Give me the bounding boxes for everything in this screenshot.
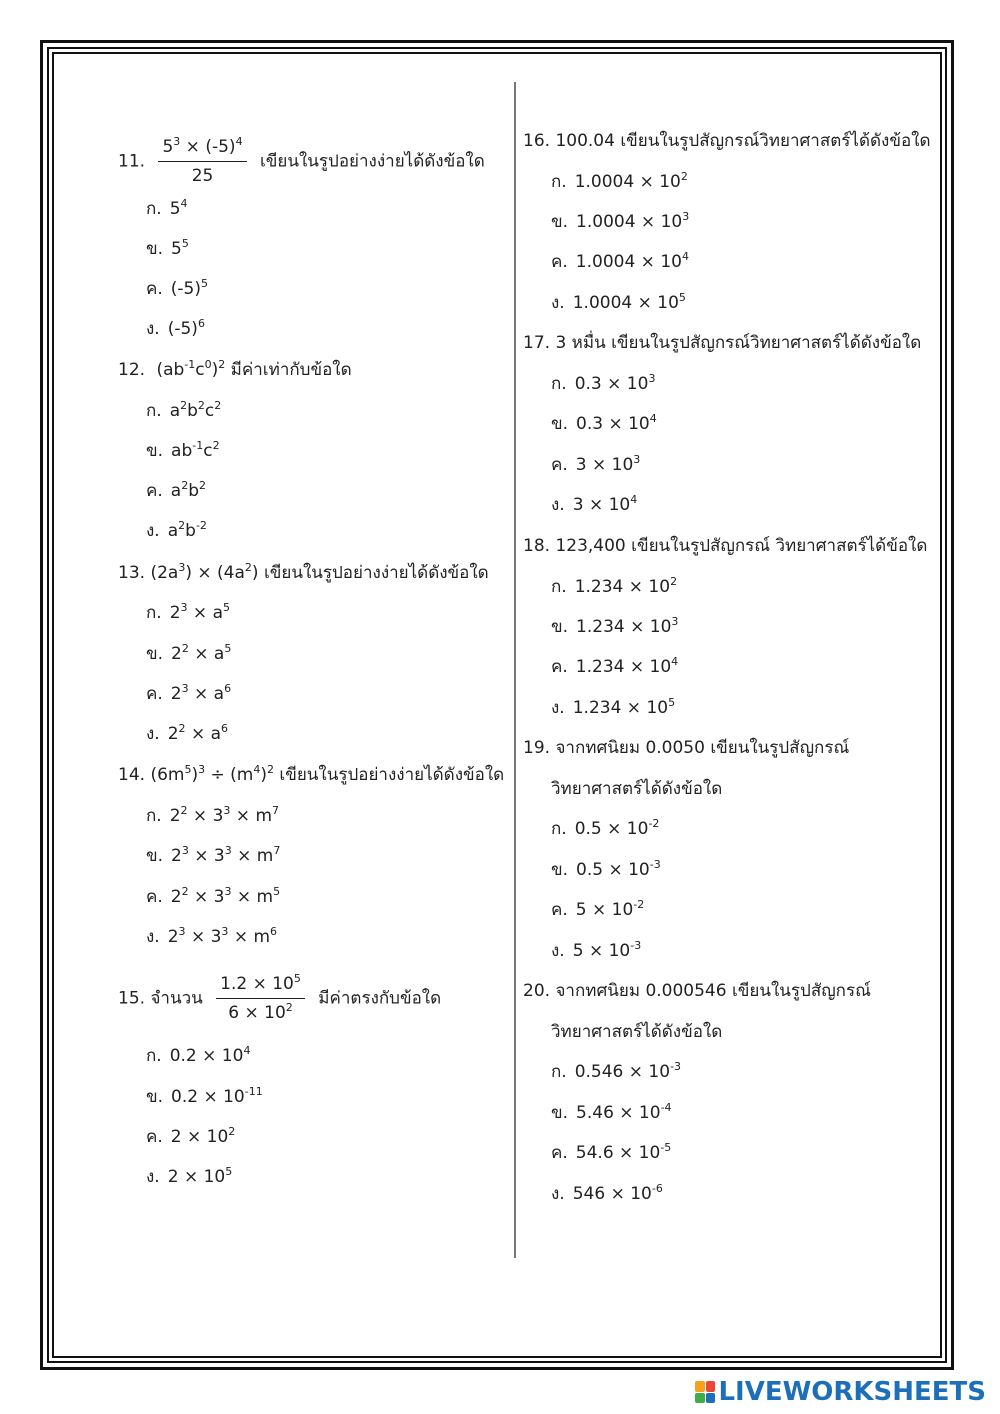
exponent: 3	[178, 561, 186, 574]
exponent: -1	[192, 439, 204, 452]
option-value: 2	[167, 724, 179, 744]
option[interactable]	[146, 1045, 250, 1067]
option[interactable]	[551, 211, 689, 233]
exponent: -2	[633, 898, 645, 911]
option[interactable]	[146, 1086, 263, 1108]
option[interactable]	[146, 683, 231, 705]
option-value: × m	[231, 846, 274, 866]
question-text: 100.04 เขียนในรูปสัญกรณ์วิทยาศาสตร์ได้ดังข้อใด	[555, 131, 931, 151]
option[interactable]	[551, 859, 661, 881]
option-label: ก.	[551, 374, 567, 394]
question-text-continued: วิทยาศาสตร์ได้ดังข้อใด	[551, 1022, 723, 1042]
question-20	[523, 980, 871, 1002]
exponent: -5	[660, 1141, 672, 1154]
exponent: 2	[285, 1001, 293, 1014]
option[interactable]	[146, 926, 277, 948]
option-value: 2 × 10	[167, 1167, 226, 1187]
option-label: ค.	[146, 887, 163, 907]
question-text: 123,400 เขียนในรูปสัญกรณ์ วิทยาศาสตร์ได้ข้อใด	[555, 536, 928, 556]
option-value: 1.0004 × 10	[575, 252, 682, 272]
option-label: ง.	[551, 293, 565, 313]
option[interactable]	[146, 723, 228, 745]
question-12	[118, 359, 352, 381]
option[interactable]	[551, 899, 644, 921]
option[interactable]	[551, 1142, 671, 1164]
exponent: 2	[178, 722, 186, 735]
exponent: 3	[180, 601, 188, 614]
option-label: ข.	[146, 441, 164, 461]
option[interactable]	[146, 1126, 235, 1148]
option-value: × a	[185, 724, 222, 744]
option-value: c	[204, 401, 215, 421]
option-label: ก.	[146, 199, 162, 219]
option[interactable]	[551, 1061, 681, 1083]
question-number: 12.	[118, 360, 146, 380]
question-number: 16.	[523, 131, 551, 151]
expr-part: ) × (4a	[185, 563, 245, 583]
option[interactable]	[146, 845, 280, 867]
option-value: 5 × 10	[575, 900, 634, 920]
option-value: 0.2 × 10	[169, 1046, 244, 1066]
option-value: × a	[187, 603, 224, 623]
exponent: 5	[678, 291, 686, 304]
question-15	[118, 973, 441, 1024]
expr-part: )	[260, 765, 267, 785]
option-value: 5	[169, 199, 181, 219]
option-label: ง.	[551, 941, 565, 961]
option[interactable]	[551, 251, 689, 273]
option-label: ข.	[146, 644, 164, 664]
option-value: × 3	[188, 846, 225, 866]
option-label: ข.	[146, 1087, 164, 1107]
question-number: 20.	[523, 981, 551, 1001]
exponent: 5	[181, 237, 189, 250]
question-text: จากทศนิยม 0.0050 เขียนในรูปสัญกรณ์	[555, 738, 850, 758]
question-13	[118, 562, 489, 584]
option-label: ค.	[551, 657, 568, 677]
exponent: 3	[223, 804, 231, 817]
option-value: 0.546 × 10	[574, 1062, 671, 1082]
question-number: 14.	[118, 765, 146, 785]
liveworksheets-icon	[695, 1381, 715, 1403]
option[interactable]	[146, 480, 206, 502]
option[interactable]	[551, 697, 675, 719]
option[interactable]	[551, 616, 678, 638]
option-value: 1.0004 × 10	[572, 293, 679, 313]
option-label: ข.	[551, 1103, 569, 1123]
expr-part: (ab	[156, 360, 185, 380]
exponent: 6	[197, 317, 205, 330]
question-text: มีค่าเท่ากับข้อใด	[230, 360, 352, 380]
option[interactable]	[146, 278, 208, 300]
exponent: 2	[680, 170, 688, 183]
option-label: ก.	[551, 172, 567, 192]
option-value: 1.234 × 10	[572, 698, 669, 718]
expr-part: )	[191, 765, 199, 785]
option-value: 2 × 10	[170, 1127, 229, 1147]
option[interactable]	[551, 576, 677, 598]
option[interactable]	[146, 198, 188, 220]
fraction	[158, 136, 246, 187]
option-value: 0.2 × 10	[171, 1087, 245, 1107]
question-11	[118, 136, 485, 187]
option-label: ง.	[146, 521, 160, 541]
option-label: ก.	[146, 401, 162, 421]
option[interactable]	[146, 886, 280, 908]
option-value: (-5)	[170, 279, 201, 299]
option-value: b	[185, 521, 196, 541]
option[interactable]	[551, 413, 657, 435]
option-label: ง.	[551, 1184, 565, 1204]
option-value: 3 × 10	[575, 455, 634, 475]
exponent: 5	[223, 601, 231, 614]
option[interactable]	[551, 171, 688, 193]
exponent: 4	[649, 412, 657, 425]
option[interactable]	[146, 440, 220, 462]
exponent: 6	[270, 925, 278, 938]
exponent: 3	[682, 210, 690, 223]
exponent: 5	[201, 277, 208, 290]
exponent: -3	[630, 939, 642, 952]
exponent: 2	[212, 439, 220, 452]
option-label: ก.	[146, 1046, 162, 1066]
option-value: b	[187, 401, 198, 421]
question-text-continued: วิทยาศาสตร์ได้ดังข้อใด	[551, 779, 723, 799]
option-label: ง.	[146, 927, 160, 947]
question-14	[118, 764, 504, 786]
exponent: 2	[181, 642, 189, 655]
exponent: 2	[228, 1125, 236, 1138]
question-text: 3 หมื่น เขียนในรูปสัญกรณ์วิทยาศาสตร์ได้ดังข้อใด	[555, 333, 922, 353]
question-number: 11.	[118, 151, 146, 172]
fraction	[216, 973, 305, 1024]
option-value: × 3	[188, 887, 225, 907]
exponent: 4	[180, 197, 188, 210]
question-text: เขียนในรูปอย่างง่ายได้ดังข้อใด	[259, 151, 485, 172]
option-label: ก.	[146, 806, 162, 826]
exponent: 4	[671, 655, 679, 668]
question-text: เขียนในรูปอย่างง่ายได้ดังข้อใด	[279, 765, 505, 785]
exponent: 2	[670, 575, 678, 588]
option-value: 5 × 10	[572, 941, 631, 961]
question-number: 19.	[523, 738, 551, 758]
exponent: 5	[668, 696, 676, 709]
exponent: 5	[225, 1165, 233, 1178]
option-label: ง.	[146, 1167, 160, 1187]
exponent: -6	[651, 1182, 663, 1195]
exponent: 6	[224, 682, 232, 695]
option[interactable]	[551, 818, 659, 840]
option-value: b	[188, 481, 199, 501]
expr-part: (2a	[150, 563, 179, 583]
option[interactable]	[551, 1102, 672, 1124]
option-label: ง.	[146, 724, 160, 744]
exponent: 3	[181, 682, 189, 695]
option[interactable]	[551, 1183, 663, 1205]
option-value: 1.0004 × 10	[574, 172, 681, 192]
question-number: 18.	[523, 536, 551, 556]
option-value: 0.5 × 10	[574, 819, 649, 839]
option-label: ก.	[146, 603, 162, 623]
option-value: ab	[171, 441, 193, 461]
option-value: c	[203, 441, 213, 461]
expr-part: )	[211, 360, 219, 380]
exponent: 7	[272, 804, 280, 817]
option-label: ค.	[551, 455, 568, 475]
option[interactable]	[551, 292, 686, 314]
exponent: 2	[180, 399, 188, 412]
option-value: 2	[169, 806, 181, 826]
option-value: × m	[231, 887, 274, 907]
expr-part: c	[195, 360, 205, 380]
option-label: ค.	[146, 1127, 163, 1147]
option[interactable]	[146, 643, 231, 665]
exponent: -2	[195, 519, 207, 532]
option[interactable]	[146, 318, 205, 340]
exponent: 3	[198, 763, 206, 776]
option-value: 5	[171, 239, 182, 259]
option-label: ข.	[551, 860, 569, 880]
exponent: 3	[671, 615, 679, 628]
option-label: ข.	[551, 414, 569, 434]
question-16	[523, 130, 931, 152]
option[interactable]	[146, 1166, 232, 1188]
exponent: 2	[197, 399, 205, 412]
question-number: 17.	[523, 333, 551, 353]
exponent: -3	[670, 1060, 682, 1073]
exponent: 3	[178, 925, 186, 938]
expr-part: )	[251, 563, 259, 583]
exponent: -1	[184, 358, 196, 371]
option-value: 1.234 × 10	[576, 617, 672, 637]
option[interactable]	[146, 520, 207, 542]
exponent: 7	[273, 844, 281, 857]
exponent: 3	[224, 885, 232, 898]
exponent: 5	[273, 885, 281, 898]
question-17	[523, 332, 921, 354]
exponent: 6	[221, 722, 229, 735]
option[interactable]	[146, 238, 189, 260]
option-value: 2	[169, 603, 181, 623]
option-value: 3 × 10	[572, 495, 631, 515]
exponent: 2	[244, 561, 252, 574]
option-label: ค.	[146, 684, 163, 704]
frac-denominator: 6 × 10	[228, 1003, 286, 1023]
question-number: 15.	[118, 988, 146, 1009]
question-19	[523, 737, 849, 759]
frac-numerator: 1.2 × 10	[220, 974, 294, 994]
exponent: 4	[243, 1044, 251, 1057]
brand-name: LIVEWORKSHEETS	[718, 1377, 986, 1407]
exponent: 3	[224, 844, 232, 857]
frac-numerator-a: 5	[162, 137, 174, 157]
option[interactable]	[551, 373, 655, 395]
option-label: ค.	[146, 481, 163, 501]
option-value: 0.3 × 10	[576, 414, 650, 434]
exponent: 3	[173, 135, 181, 148]
option-label: ก.	[551, 577, 567, 597]
option-value: 2	[171, 644, 182, 664]
option-value: a	[170, 481, 182, 501]
exponent: 2	[199, 479, 206, 492]
option-value: 2	[170, 887, 182, 907]
option[interactable]	[551, 494, 637, 516]
option-value: 0.5 × 10	[576, 860, 650, 880]
option-value: a	[169, 401, 181, 421]
exponent: 2	[178, 519, 186, 532]
option-label: ข.	[551, 617, 569, 637]
question-number: 13.	[118, 563, 146, 583]
liveworksheets-logo	[695, 1376, 986, 1408]
option-value: × m	[228, 927, 271, 947]
exponent: 5	[293, 972, 301, 985]
option[interactable]	[146, 400, 221, 422]
option-label: ข.	[146, 239, 164, 259]
exponent: 3	[648, 372, 656, 385]
option-value: 2	[171, 846, 182, 866]
frac-denominator: 25	[191, 166, 214, 186]
exponent: 5	[184, 763, 192, 776]
question-prefix: จำนวน	[150, 988, 203, 1009]
option-value: 546 × 10	[572, 1184, 652, 1204]
question-text: มีค่าตรงกับข้อใด	[318, 988, 442, 1009]
option-value: × a	[188, 644, 225, 664]
question-text: เขียนในรูปอย่างง่ายได้ดังข้อใด	[263, 563, 489, 583]
option-value: 1.0004 × 10	[576, 212, 683, 232]
exponent: 2	[181, 479, 189, 492]
exponent: 4	[630, 493, 638, 506]
option[interactable]	[551, 656, 678, 678]
option-label: ง.	[551, 698, 565, 718]
exponent: 2	[214, 399, 222, 412]
option-value: (-5)	[167, 319, 198, 339]
option-value: 1.234 × 10	[574, 577, 671, 597]
option-label: ค.	[146, 279, 163, 299]
option[interactable]	[551, 454, 640, 476]
exponent: 5	[224, 642, 232, 655]
option-label: ก.	[551, 819, 567, 839]
question-18	[523, 535, 927, 557]
option-value: 2	[170, 684, 182, 704]
exponent: 3	[633, 453, 641, 466]
frac-numerator-b: × (-5)	[180, 137, 236, 157]
column-divider	[514, 82, 516, 1258]
option-value: 2	[167, 927, 179, 947]
option-value: 0.3 × 10	[574, 374, 649, 394]
option-value: × m	[230, 806, 273, 826]
question-text: จากทศนิยม 0.000546 เขียนในรูปสัญกรณ์	[555, 981, 871, 1001]
exponent: 2	[180, 804, 188, 817]
option-value: × 3	[187, 806, 224, 826]
exponent: 0	[204, 358, 212, 371]
option-value: 54.6 × 10	[575, 1143, 661, 1163]
expr-part: (6m	[150, 765, 185, 785]
exponent: 3	[181, 844, 189, 857]
exponent: 2	[267, 763, 274, 776]
option-value: × a	[188, 684, 225, 704]
exponent: 2	[181, 885, 189, 898]
exponent: 4	[253, 763, 261, 776]
exponent: -4	[660, 1101, 672, 1114]
option[interactable]	[146, 805, 279, 827]
option-label: ก.	[551, 1062, 567, 1082]
exponent: -2	[648, 817, 660, 830]
option-value: 5.46 × 10	[576, 1103, 661, 1123]
exponent: -11	[244, 1085, 263, 1098]
option-label: ง.	[551, 495, 565, 515]
option-label: ข.	[146, 846, 164, 866]
option-label: ค.	[551, 900, 568, 920]
option-label: ข.	[551, 212, 569, 232]
option-label: ค.	[551, 252, 568, 272]
exponent: 2	[218, 358, 226, 371]
exponent: 4	[235, 135, 243, 148]
option-value: 1.234 × 10	[575, 657, 672, 677]
exponent: 3	[221, 925, 229, 938]
option[interactable]	[146, 602, 230, 624]
option[interactable]	[551, 940, 641, 962]
option-value: × 3	[185, 927, 222, 947]
expr-part: ÷ (m	[205, 765, 254, 785]
option-label: ง.	[146, 319, 160, 339]
exponent: 4	[681, 250, 689, 263]
option-label: ค.	[551, 1143, 568, 1163]
exponent: -3	[649, 858, 661, 871]
option-value: a	[167, 521, 179, 541]
